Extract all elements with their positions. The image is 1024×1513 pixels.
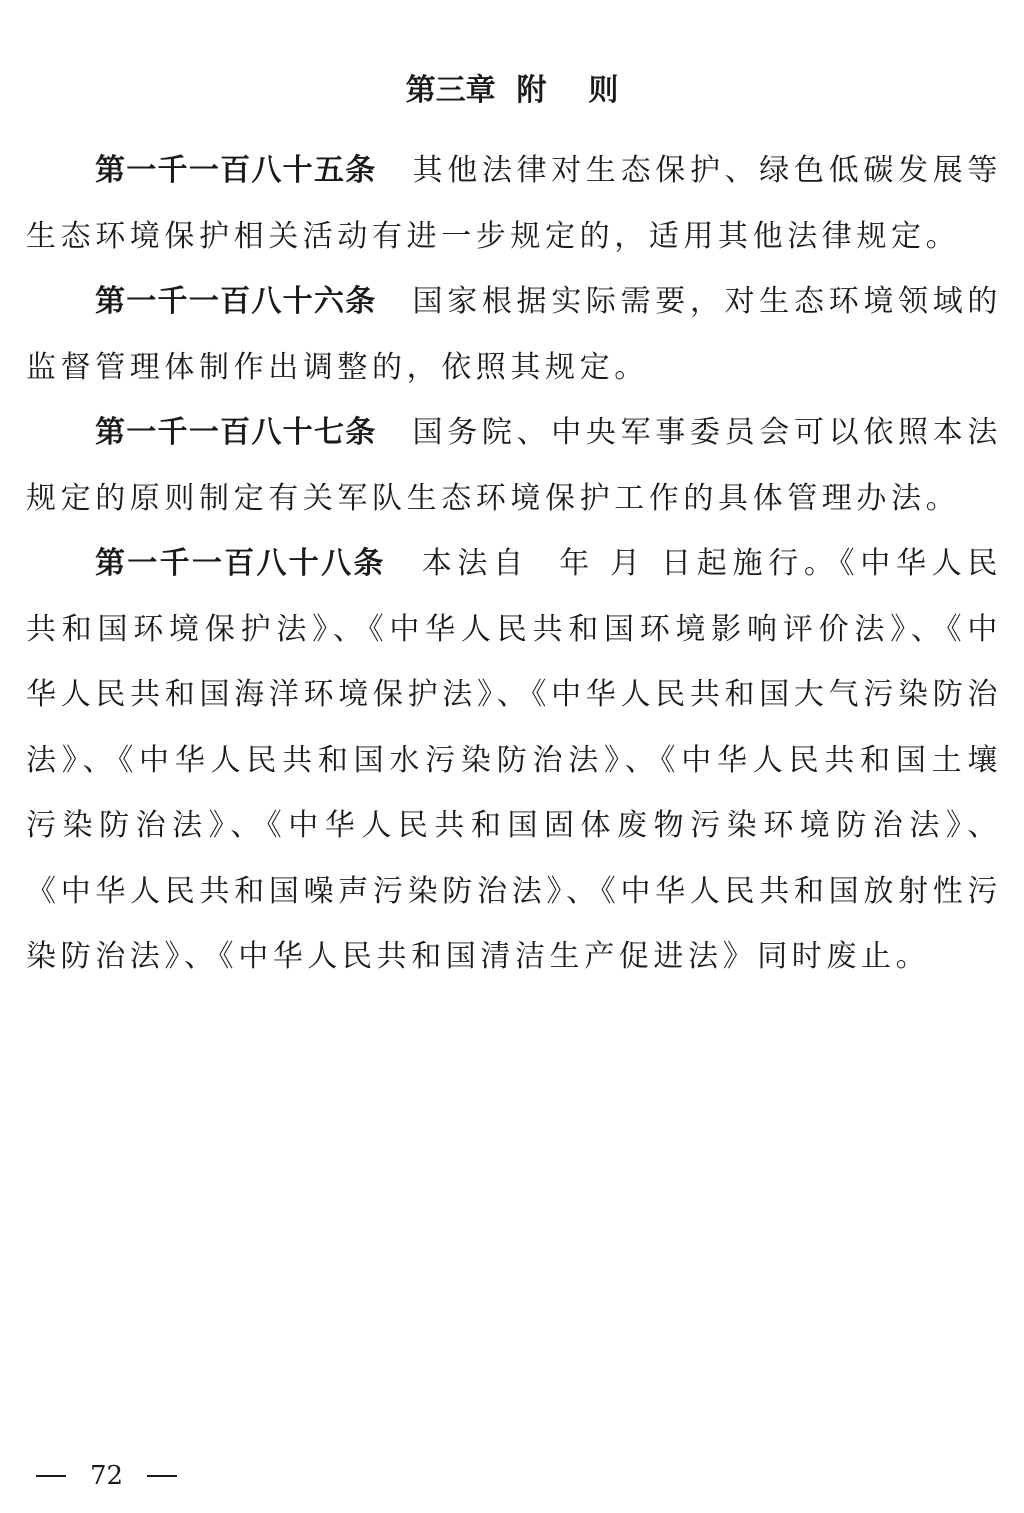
article-heading: 第一千一百八十七条 (95, 415, 377, 450)
article-heading: 第一千一百八十八条 (95, 546, 386, 581)
article-1185 (26, 138, 1002, 269)
article-text: 国家根据实际需要，对生态环境领域的监督管理体制作出调整的，依照其规定。 (26, 284, 1002, 385)
article-text: 其他法律对生态保护、绿色低碳发展等生态环境保护相关活动有进一步规定的，适用其他法律规定。 (26, 153, 1002, 254)
page-number: 72 (90, 1461, 124, 1491)
article-1188 (26, 531, 1002, 990)
article-list (26, 138, 1002, 990)
article-text: 本法自 年 月 日起施行。《中华人民共和国环境保护法》、《中华人民共和国环境影响评价法》、《中华人民共和国海洋环境保护法》、《中华人民共和国大气污染防治法》、《中华人民共和国水污染防治法》、《中华人民共和国土壤污染防治法》、《中华人民共和国固体废物污染环境防治法》、《中华人民共和国噪声污染防治法》、《中华人民共和国放射性污染防治法》、《中华人民共和国清洁生产促进法》同时废止。 (26, 546, 1002, 974)
article-1186 (26, 269, 1002, 400)
footer-dash-right (147, 1475, 177, 1477)
article-heading: 第一千一百八十五条 (95, 153, 377, 188)
footer-dash-left (36, 1475, 66, 1477)
article-heading: 第一千一百八十六条 (95, 284, 377, 319)
article-1187 (26, 400, 1002, 531)
chapter-title: 第三章 附 则 (405, 73, 619, 109)
page-footer (36, 1458, 177, 1494)
article-text: 国务院、中央军事委员会可以依照本法规定的原则制定有关军队生态环境保护工作的具体管理办法。 (26, 415, 1002, 516)
